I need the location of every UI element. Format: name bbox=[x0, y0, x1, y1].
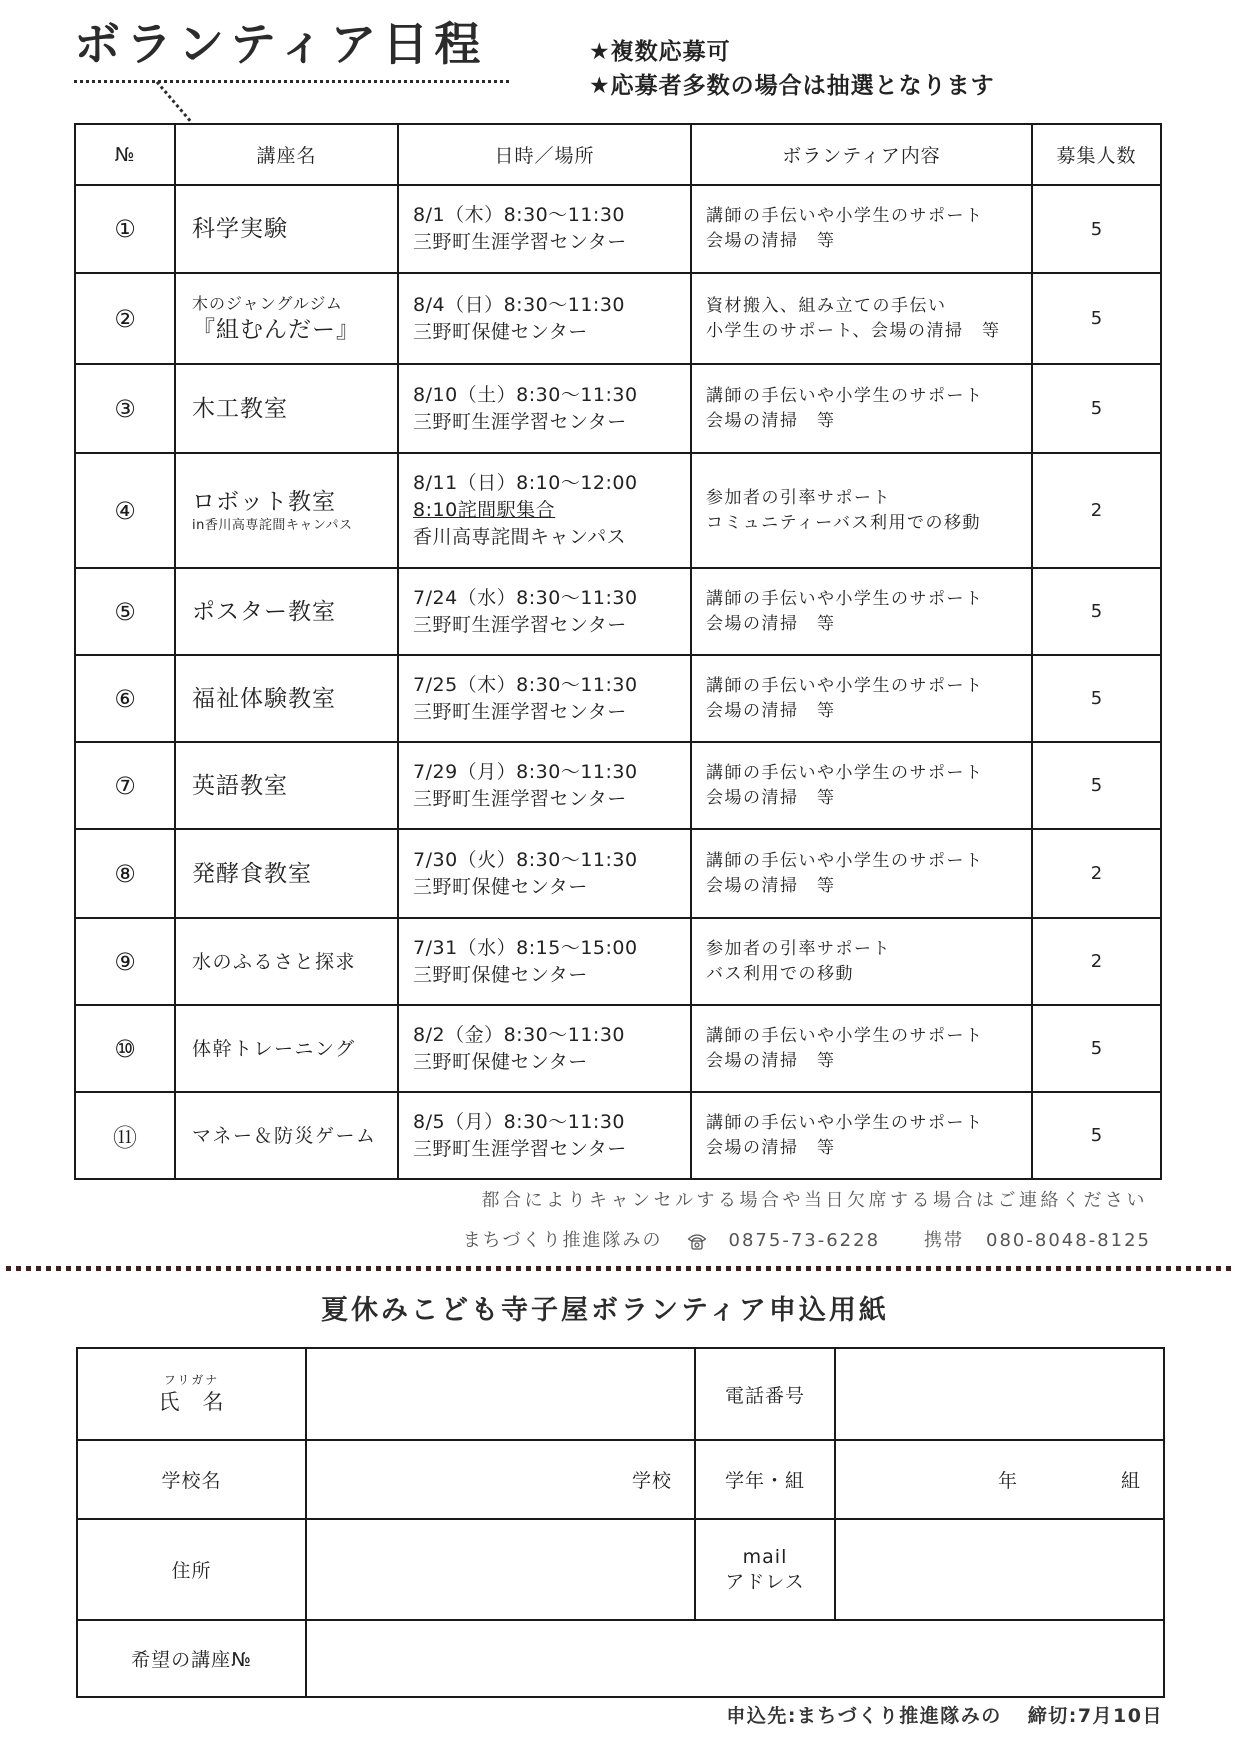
duty-line: 参加者の引率サポート bbox=[706, 938, 891, 959]
volunteer-schedule-table bbox=[74, 123, 1162, 1180]
course-name: ロボット教室 bbox=[192, 488, 336, 515]
schedule-row bbox=[75, 364, 1161, 453]
place-line: 三野町保健センター bbox=[413, 1050, 588, 1073]
recruitment-notes bbox=[589, 35, 995, 103]
form-row-address-mail bbox=[77, 1519, 1164, 1620]
mail-label-cell bbox=[695, 1519, 835, 1620]
capacity: 5 bbox=[1032, 273, 1161, 364]
duty-line: 講師の手伝いや小学生のサポート bbox=[706, 1025, 984, 1046]
capacity: 5 bbox=[1032, 655, 1161, 742]
place-line: 三野町生涯学習センター bbox=[413, 231, 627, 253]
date-time: 7/30（火）8:30～11:30 bbox=[413, 848, 638, 871]
course-name: 福祉体験教室 bbox=[192, 685, 336, 712]
schedule-row bbox=[75, 1092, 1161, 1179]
place-line: 三野町保健センター bbox=[413, 875, 588, 898]
course-name-cell bbox=[175, 1092, 398, 1179]
course-name-cell bbox=[175, 655, 398, 742]
date-time: 7/25（木）8:30～11:30 bbox=[413, 673, 638, 696]
place-line: 三野町生涯学習センター bbox=[413, 410, 627, 433]
schedule-row bbox=[75, 742, 1161, 829]
volunteer-duties-cell bbox=[691, 568, 1032, 655]
application-form-table bbox=[76, 1347, 1165, 1698]
date-place-cell bbox=[398, 918, 691, 1005]
volunteer-duties-cell bbox=[691, 273, 1032, 364]
course-name-cell bbox=[175, 273, 398, 364]
date-place-cell bbox=[398, 1092, 691, 1179]
school-entry-field bbox=[306, 1440, 695, 1519]
date-time: 7/31（水）8:15～15:00 bbox=[413, 936, 638, 959]
volunteer-duties-cell bbox=[691, 364, 1032, 453]
duty-line: 講師の手伝いや小学生のサポート bbox=[706, 850, 984, 871]
form-row-school-grade bbox=[77, 1440, 1164, 1519]
volunteer-duties-cell bbox=[691, 918, 1032, 1005]
note-lottery: ★応募者多数の場合は抽選となります bbox=[589, 73, 995, 99]
duty-line: 講師の手伝いや小学生のサポート bbox=[706, 206, 984, 226]
place-line: 三野町保健センター bbox=[413, 963, 588, 986]
course-name: 発酵食教室 bbox=[192, 860, 312, 887]
schedule-body bbox=[75, 185, 1161, 1179]
date-place-cell bbox=[398, 829, 691, 918]
place-line: 三野町生涯学習センター bbox=[413, 700, 627, 723]
duty-line: 参加者の引率サポート bbox=[706, 487, 891, 508]
course-name: 科学実験 bbox=[192, 216, 288, 242]
name-entry-field bbox=[306, 1348, 695, 1440]
course-name-cell bbox=[175, 918, 398, 1005]
course-number: ⑦ bbox=[75, 742, 175, 829]
course-number: ⑨ bbox=[75, 918, 175, 1005]
course-name-cell bbox=[175, 829, 398, 918]
duty-line: 小学生のサポート、会場の清掃 等 bbox=[706, 320, 1001, 341]
course-name-cell bbox=[175, 742, 398, 829]
capacity: 5 bbox=[1032, 1092, 1161, 1179]
course-name-cell bbox=[175, 568, 398, 655]
school-suffix: 学校 bbox=[631, 1470, 672, 1492]
column-header-capacity: 募集人数 bbox=[1032, 124, 1161, 185]
place-line: 三野町生涯学習センター bbox=[413, 787, 627, 810]
schedule-row bbox=[75, 185, 1161, 273]
duty-line: 資材搬入、組み立ての手伝い bbox=[706, 295, 947, 316]
schedule-row bbox=[75, 829, 1161, 918]
name-label: 氏 名 bbox=[158, 1390, 225, 1414]
address-entry-field bbox=[306, 1519, 695, 1620]
phone-number: 0875-73-6228 bbox=[728, 1230, 881, 1251]
schedule-header-row bbox=[75, 124, 1161, 185]
duty-line: 会場の清掃 等 bbox=[706, 1050, 836, 1071]
volunteer-duties-cell bbox=[691, 1092, 1032, 1179]
date-time: 7/29（月）8:30～11:30 bbox=[413, 760, 638, 783]
desired-course-entry-field bbox=[306, 1620, 1164, 1697]
duty-line: 講師の手伝いや小学生のサポート bbox=[706, 1112, 984, 1133]
schedule-row bbox=[75, 918, 1161, 1005]
duty-line: 会場の清掃 等 bbox=[706, 613, 836, 634]
telephone-icon bbox=[687, 1232, 707, 1250]
duty-line: 講師の手伝いや小学生のサポート bbox=[706, 762, 984, 783]
schedule-row bbox=[75, 568, 1161, 655]
course-name-cell bbox=[175, 453, 398, 568]
capacity: 5 bbox=[1032, 185, 1161, 273]
address-label: 住所 bbox=[77, 1519, 306, 1620]
application-form-title: 夏休みこども寺子屋ボランティア申込用紙 bbox=[321, 1295, 889, 1326]
form-row-desired-course bbox=[77, 1620, 1164, 1697]
submission-destination: 申込先:まちづくり推進隊みの bbox=[726, 1705, 1002, 1727]
title-dotted-underline bbox=[74, 80, 510, 83]
date-place-cell bbox=[398, 1005, 691, 1092]
date-time: 7/24（水）8:30～11:30 bbox=[413, 586, 638, 609]
duty-line: バス利用での移動 bbox=[706, 963, 854, 984]
course-name-cell bbox=[175, 1005, 398, 1092]
phone-label: 電話番号 bbox=[695, 1348, 835, 1440]
course-name: マネー＆防災ゲーム bbox=[192, 1124, 377, 1147]
date-place-cell bbox=[398, 742, 691, 829]
duty-line: 会場の清掃 等 bbox=[706, 1137, 836, 1158]
duty-line: 会場の清掃 等 bbox=[706, 787, 836, 808]
course-name-cell bbox=[175, 364, 398, 453]
date-time: 8/1（木）8:30～11:30 bbox=[413, 204, 625, 226]
grade-class-suffix: 組 bbox=[1120, 1470, 1141, 1492]
duty-line: 講師の手伝いや小学生のサポート bbox=[706, 588, 984, 609]
column-header-course: 講座名 bbox=[175, 124, 398, 185]
title-dotted-leader bbox=[150, 79, 200, 125]
course-number: ① bbox=[75, 185, 175, 273]
course-number: ⑩ bbox=[75, 1005, 175, 1092]
contact-line bbox=[463, 1228, 1151, 1254]
page-title: ボランティア日程 bbox=[74, 17, 487, 71]
course-name: 『組むんだー』 bbox=[192, 316, 360, 343]
volunteer-duties-cell bbox=[691, 829, 1032, 918]
grade-year-suffix: 年 bbox=[997, 1470, 1018, 1492]
form-row-name-phone bbox=[77, 1348, 1164, 1440]
address-label-suffix: アドレス bbox=[725, 1570, 805, 1593]
course-number: ④ bbox=[75, 453, 175, 568]
cut-line-separator bbox=[6, 1266, 1235, 1271]
date-place-cell bbox=[398, 273, 691, 364]
schedule-row bbox=[75, 273, 1161, 364]
date-place-cell bbox=[398, 364, 691, 453]
column-header-duties: ボランティア内容 bbox=[691, 124, 1032, 185]
note-multiple-applications: ★複数応募可 bbox=[589, 39, 731, 65]
submission-info bbox=[726, 1703, 1163, 1729]
date-place-cell bbox=[398, 453, 691, 568]
place-line: 三野町生涯学習センター bbox=[413, 1137, 627, 1160]
date-time: 8/10（土）8:30～11:30 bbox=[413, 383, 638, 406]
volunteer-duties-cell bbox=[691, 185, 1032, 273]
name-label-cell bbox=[77, 1348, 306, 1440]
school-label: 学校名 bbox=[77, 1440, 306, 1519]
mobile-label: 携帯 bbox=[924, 1230, 965, 1251]
capacity: 5 bbox=[1032, 742, 1161, 829]
date-time: 8/2（金）8:30～11:30 bbox=[413, 1023, 625, 1046]
submission-deadline: 締切:7月10日 bbox=[1027, 1705, 1163, 1727]
capacity: 2 bbox=[1032, 829, 1161, 918]
course-name-cell bbox=[175, 185, 398, 273]
duty-line: 会場の清掃 等 bbox=[706, 410, 836, 431]
column-header-number: № bbox=[75, 124, 175, 185]
date-time: 8/4（日）8:30～11:30 bbox=[413, 293, 625, 316]
grade-class-entry-field bbox=[835, 1440, 1164, 1519]
schedule-row bbox=[75, 1005, 1161, 1092]
duty-line: 会場の清掃 等 bbox=[706, 700, 836, 721]
capacity: 5 bbox=[1032, 1005, 1161, 1092]
date-place-cell bbox=[398, 568, 691, 655]
course-name: 木工教室 bbox=[192, 395, 288, 422]
mail-label: mail bbox=[742, 1545, 788, 1568]
course-name: ポスター教室 bbox=[192, 598, 336, 625]
course-name: 英語教室 bbox=[192, 772, 288, 799]
place-line: 8:10詫間駅集合 bbox=[413, 499, 556, 521]
date-time: 8/11（日）8:10～12:00 bbox=[413, 472, 638, 494]
course-name: 水のふるさと探求 bbox=[192, 950, 357, 973]
volunteer-duties-cell bbox=[691, 655, 1032, 742]
course-subtitle: 木のジャングルジム bbox=[192, 293, 343, 313]
name-furigana-label: フリガナ bbox=[163, 1373, 220, 1387]
grade-class-label: 学年・組 bbox=[695, 1440, 835, 1519]
volunteer-duties-cell bbox=[691, 742, 1032, 829]
volunteer-duties-cell bbox=[691, 1005, 1032, 1092]
volunteer-duties-cell bbox=[691, 453, 1032, 568]
duty-line: 会場の清掃 等 bbox=[706, 231, 836, 251]
desired-course-label: 希望の講座№ bbox=[77, 1620, 306, 1697]
mail-entry-field bbox=[835, 1519, 1164, 1620]
course-number: ⑧ bbox=[75, 829, 175, 918]
date-place-cell bbox=[398, 655, 691, 742]
duty-line: 講師の手伝いや小学生のサポート bbox=[706, 675, 984, 696]
date-time: 8/5（月）8:30～11:30 bbox=[413, 1110, 625, 1133]
course-name: 体幹トレーニング bbox=[192, 1037, 356, 1060]
mobile-number: 080-8048-8125 bbox=[986, 1230, 1151, 1251]
course-venue-note: in香川高専詫間キャンパス bbox=[192, 517, 353, 533]
place-line: 香川高専詫間キャンパス bbox=[413, 526, 627, 548]
column-header-datetime-place: 日時／場所 bbox=[398, 124, 691, 185]
contact-organization: まちづくり推進隊みの bbox=[462, 1230, 663, 1251]
place-line: 三野町保健センター bbox=[413, 320, 588, 343]
course-number: ⑥ bbox=[75, 655, 175, 742]
duty-line: 会場の清掃 等 bbox=[706, 875, 836, 896]
place-line: 三野町生涯学習センター bbox=[413, 613, 627, 636]
duty-line: 講師の手伝いや小学生のサポート bbox=[706, 385, 984, 406]
duty-line: コミュニティーバス利用での移動 bbox=[706, 512, 981, 533]
capacity: 2 bbox=[1032, 918, 1161, 1005]
phone-entry-field bbox=[835, 1348, 1164, 1440]
cancel-notice: 都合によりキャンセルする場合や当日欠席する場合はご連絡ください bbox=[481, 1190, 1148, 1211]
date-place-cell bbox=[398, 185, 691, 273]
schedule-row bbox=[75, 453, 1161, 568]
course-number: ⑪ bbox=[75, 1092, 175, 1179]
course-number: ③ bbox=[75, 364, 175, 453]
schedule-row bbox=[75, 655, 1161, 742]
course-number: ② bbox=[75, 273, 175, 364]
course-number: ⑤ bbox=[75, 568, 175, 655]
capacity: 5 bbox=[1032, 364, 1161, 453]
capacity: 2 bbox=[1032, 453, 1161, 568]
capacity: 5 bbox=[1032, 568, 1161, 655]
